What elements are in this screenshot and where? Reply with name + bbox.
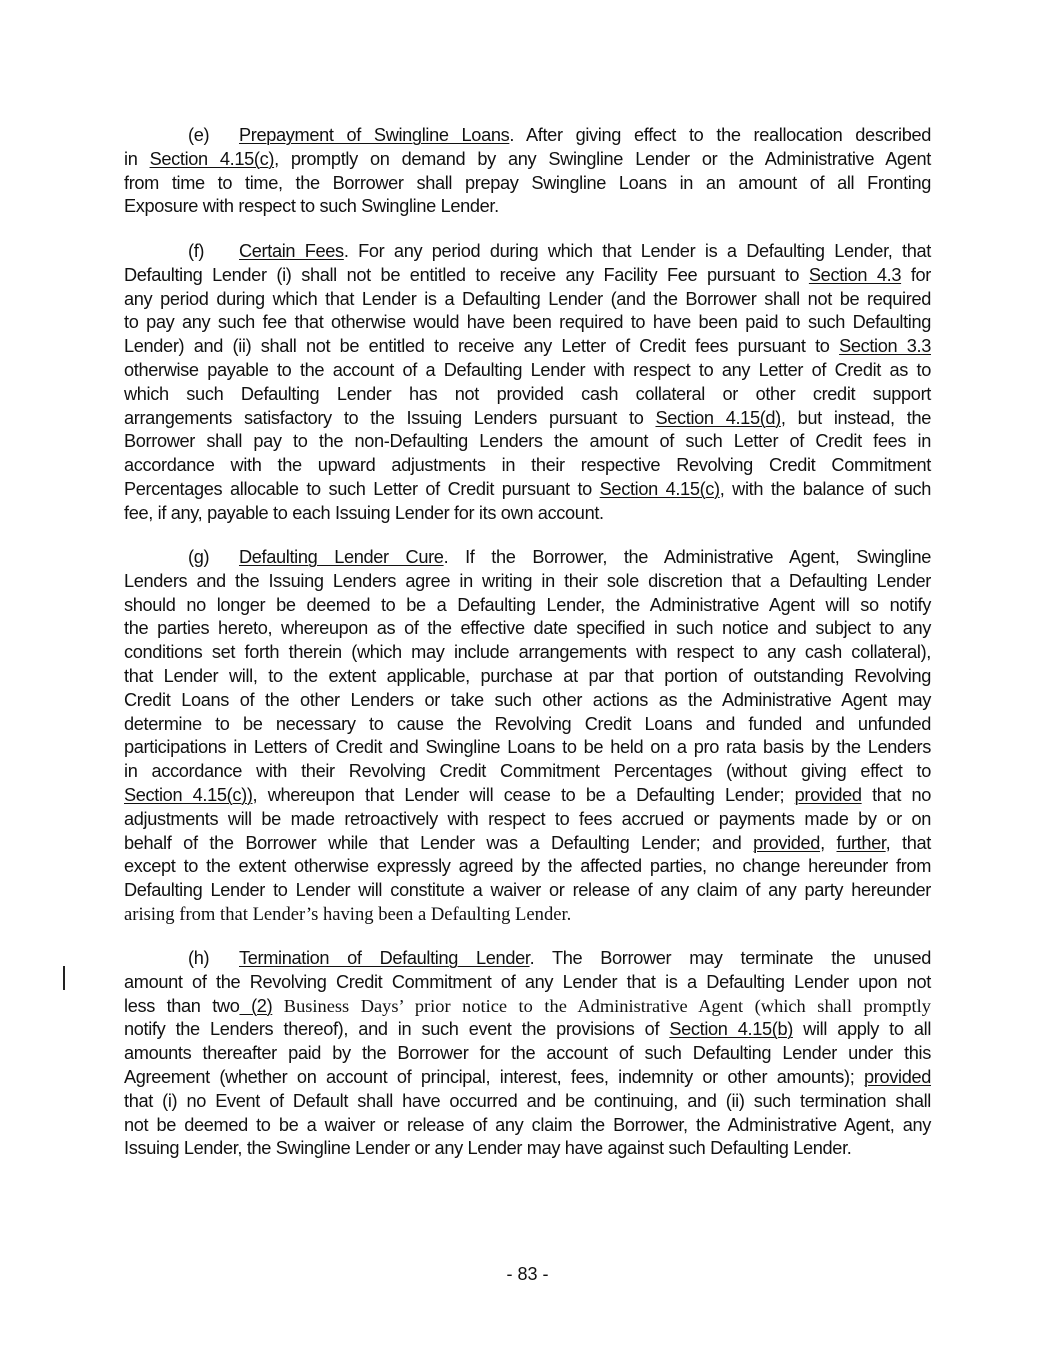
cross-reference-link[interactable]: Section 3.3 xyxy=(839,336,931,357)
text-line: Borrower shall pay to the non-Defaulting Lenders the amount of such Letter of Credit fees in xyxy=(124,431,931,452)
defined-term: provided xyxy=(753,832,821,853)
text-line: Percentages allocable to such Letter of Credit pursuant to Section 4.15(c), with the balance of such xyxy=(124,478,931,499)
text-line: except to the extent otherwise expressly agreed by the affected parties, no change hereunder from xyxy=(124,856,931,877)
text-line: behalf of the Borrower while that Lender was a Defaulting Lender; and provided, further, that xyxy=(124,832,931,853)
text-line: that Lender will, to the extent applicable, purchase at par that portion of outstanding Revolving xyxy=(124,665,931,686)
cross-reference-link[interactable]: Section 4.15(b) xyxy=(669,1019,793,1040)
defined-term: further xyxy=(836,832,886,853)
cross-reference-link[interactable]: Section 4.15(c) xyxy=(599,478,720,499)
section-heading: Defaulting Lender Cure xyxy=(239,547,444,567)
text-line: Agreement (whether on account of principal, interest, fees, indemnity or other amounts); provided xyxy=(124,1066,931,1087)
text-line: otherwise payable to the account of a Defaulting Lender with respect to any Letter of Credit as to xyxy=(124,359,931,380)
section-heading: Certain Fees xyxy=(239,241,344,261)
text-line: (e) Prepayment of Swingline Loans. After giving effect to the reallocation described xyxy=(124,124,931,148)
section-label: (g) xyxy=(188,547,210,567)
text-line: in Section 4.15(c), promptly on demand by any Swingline Lender or the Administrative Agent xyxy=(124,148,931,169)
text-line: determine to be necessary to cause the Revolving Credit Loans and funded and unfunded xyxy=(124,713,931,734)
text-line: amounts thereafter paid by the Borrower for the account of such Defaulting Lender under this xyxy=(124,1043,931,1064)
text-line: Section 4.15(c)), whereupon that Lender will cease to be a Defaulting Lender; provided that no xyxy=(124,784,932,805)
text-line: notify the Lenders thereof), and in such event the provisions of Section 4.15(b) will apply to all xyxy=(124,1019,932,1040)
text-line: Exposure with respect to such Swingline Lender. xyxy=(124,196,499,217)
text-line: which such Defaulting Lender has not provided cash collateral or other credit support xyxy=(124,383,931,404)
text-line: Lender) and (ii) shall not be entitled to receive any Letter of Credit fees pursuant to Section 3.3 xyxy=(124,336,931,357)
text-line: (h) Termination of Defaulting Lender. The Borrower may terminate the unused xyxy=(124,947,931,971)
section-label: (e) xyxy=(188,125,210,145)
cross-reference-link[interactable]: Section 4.15(d) xyxy=(655,407,781,428)
inserted-text: (2) xyxy=(239,995,273,1016)
text-line: Credit Loans of the other Lenders or take such other actions as the Administrative Agent may xyxy=(124,689,931,710)
defined-term: provided xyxy=(864,1066,931,1087)
section-heading: Termination of Defaulting Lender xyxy=(239,948,530,968)
page-number: - 83 - xyxy=(506,1264,549,1284)
text-line: in accordance with their Revolving Credit Commitment Percentages (without giving effect to xyxy=(124,761,931,782)
text-line: to pay any such fee that otherwise would have been required to have been paid to such Defaulting xyxy=(124,312,931,333)
cross-reference-link[interactable]: Section 4.15(c) xyxy=(149,148,275,169)
text-line: Lenders and the Issuing Lenders agree in writing in their sole discretion that a Defaulting Lender xyxy=(124,570,931,591)
text-line: amount of the Revolving Credit Commitment of any Lender that is a Defaulting Lender upon not xyxy=(124,971,931,992)
text-line: Defaulting Lender (i) shall not be entitled to receive any Facility Fee pursuant to Section 4.3 for xyxy=(124,264,931,285)
text-line: Defaulting Lender to Lender will constitute a waiver or release of any claim of any party hereunder xyxy=(124,880,931,901)
section-f-paragraph xyxy=(124,240,931,526)
text-line: not be deemed to be a waiver or release of any claim the Borrower, the Administrative Agent, any xyxy=(124,1114,931,1135)
cross-reference-link[interactable]: Section 4.3 xyxy=(808,264,902,285)
text-line: the parties hereto, whereupon as of the effective date specified in such notice and subject to any xyxy=(124,618,931,639)
text-line: from time to time, the Borrower shall prepay Swingline Loans in an amount of all Fronting xyxy=(124,172,931,193)
defined-term: provided xyxy=(794,784,862,805)
text-line: accordance with the upward adjustments in their respective Revolving Credit Commitment xyxy=(124,455,931,476)
text-line: (g) Defaulting Lender Cure. If the Borrower, the Administrative Agent, Swingline xyxy=(124,546,931,570)
text-line: should no longer be deemed to be a Defaulting Lender, the Administrative Agent will so notify xyxy=(124,594,931,615)
section-g-paragraph xyxy=(124,546,931,927)
section-label: (h) xyxy=(188,948,210,968)
text-line: adjustments will be made retroactively with respect to fees accrued or payments made by or on xyxy=(124,808,931,829)
text-line: less than two (2) Business Days’ prior notice to the Administrative Agent (which shall promptly xyxy=(124,995,931,1016)
section-h-paragraph xyxy=(124,947,931,1161)
text-line: (f) Certain Fees. For any period during which that Lender is a Defaulting Lender, that xyxy=(124,240,931,264)
revision-change-bar xyxy=(63,966,65,990)
text-line: participations in Letters of Credit and Swingline Loans to be held on a pro rata basis by the Lenders xyxy=(124,737,931,758)
section-heading: Prepayment of Swingline Loans xyxy=(239,125,510,145)
cross-reference-link[interactable]: Section 4.15(c)) xyxy=(124,784,253,805)
text-line: arising from that Lender’s having been a Defaulting Lender. xyxy=(124,903,572,925)
text-line: arrangements satisfactory to the Issuing Lenders pursuant to Section 4.15(d), but instead, the xyxy=(124,407,931,428)
text-line: fee, if any, payable to each Issuing Lender for its own account. xyxy=(124,502,604,523)
text-line: any period during which that Lender is a Defaulting Lender (and the Borrower shall not be required xyxy=(124,288,931,309)
section-label: (f) xyxy=(188,241,205,261)
text-line: conditions set forth therein (which may include arrangements with respect to any cash collateral), xyxy=(124,642,931,663)
section-e-paragraph xyxy=(124,124,931,219)
text-line: that (i) no Event of Default shall have occurred and be continuing, and (ii) such termination shall xyxy=(124,1090,931,1111)
text-line: Issuing Lender, the Swingline Lender or any Lender may have against such Defaulting Lender. xyxy=(124,1138,852,1159)
